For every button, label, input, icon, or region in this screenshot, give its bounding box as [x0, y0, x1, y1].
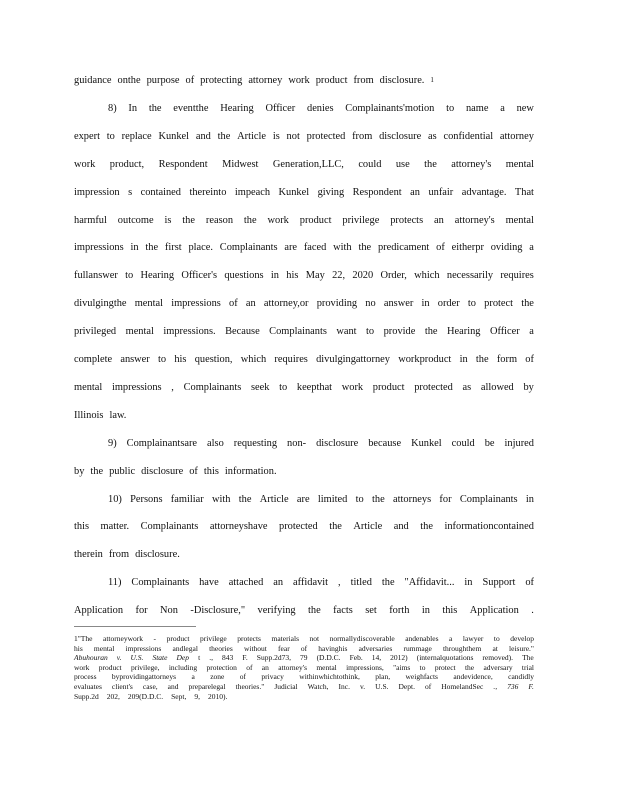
footnote-line: his mental impressions andlegal theories without fear of havinghis adversaries rummage throughthem at leisure." — [74, 643, 534, 653]
body-line: guidance onthe purpose of protecting attorney work product from disclosure. 1 — [74, 75, 434, 86]
body-line: by the public disclosure of this information. — [74, 465, 277, 477]
body-line: Illinois law. — [74, 409, 127, 421]
body-line: 8) In the eventthe Hearing Officer denies Complainants'motion to name a new — [108, 102, 534, 114]
body-line: 11) Complainants have attached an affidavit , titled the "Affidavit... in Support of — [108, 577, 534, 589]
body-line: therein from disclosure. — [74, 549, 180, 561]
footnote-line: work product privilege, including protection of an attorney's mental impressions, "aims to protect the adversary trial — [74, 662, 534, 672]
footnote-marker: 1 — [430, 76, 434, 84]
footnote-line: Supp.2d 202, 209(D.D.C. Sept, 9, 2010). — [74, 691, 228, 701]
body-line: harmful outcome is the reason the work product privilege protects an attorney's mental — [74, 214, 534, 226]
body-line: mental impressions , Complainants seek to keepthat work product protected as allowed by — [74, 381, 534, 393]
body-line: 10) Persons familiar with the Article are limited to the attorneys for Complainants in — [108, 493, 534, 505]
body-line: divulgingthe mental impressions of an attorney,or providing no answer in order to protect the — [74, 298, 534, 310]
footnote-line: evaluates client's case, and preparelegal theories." Judicial Watch, Inc. v. U.S. Dept. of HomelandSec ., 736 F. — [74, 682, 534, 691]
footnote-line: Abuhouran v. U.S. State Dep t ., 843 F. Supp.2d73, 79 (D.D.C. Feb. 14, 2012) (internalquotations removed). The — [74, 653, 534, 663]
body-line: work product, Respondent Midwest Generation,LLC, could use the attorney's mental — [74, 158, 534, 170]
body-line: expert to replace Kunkel and the Article is not protected from disclosure as confidential attorney — [74, 130, 534, 142]
footnote-line: 1"The attorneywork - product privilege protects materials not normallydiscoverable andenables a lawyer to develop — [74, 634, 534, 643]
body-line: fullanswer to Hearing Officer's questions in his May 22, 2020 Order, which necessarily requires — [74, 270, 534, 282]
footnote-line: process byprovidingattorneys a zone of privacy withinwhichtothink, plan, weighfacts andevidence, candidly — [74, 672, 534, 682]
body-line: impressions in the first place. Complainants are faced with the predicament of eitherpr oviding a — [74, 242, 534, 254]
body-line: complete answer to his question, which requires divulgingattorney workproduct in the form of — [74, 354, 534, 365]
footnote-separator — [74, 626, 196, 627]
body-line: impression s contained thereinto impeach Kunkel giving Respondent an unfair advantage. That — [74, 186, 534, 198]
body-line: Application for Non -Disclosure," verifying the facts set forth in this Application . — [74, 605, 534, 617]
body-line: this matter. Complainants attorneyshave protected the Article and the informationcontained — [74, 521, 534, 533]
body-line: 9) Complainantsare also requesting non- disclosure because Kunkel could be injured — [108, 437, 534, 449]
body-line: privileged mental impressions. Because Complainants want to provide the Hearing Officer a — [74, 326, 534, 338]
